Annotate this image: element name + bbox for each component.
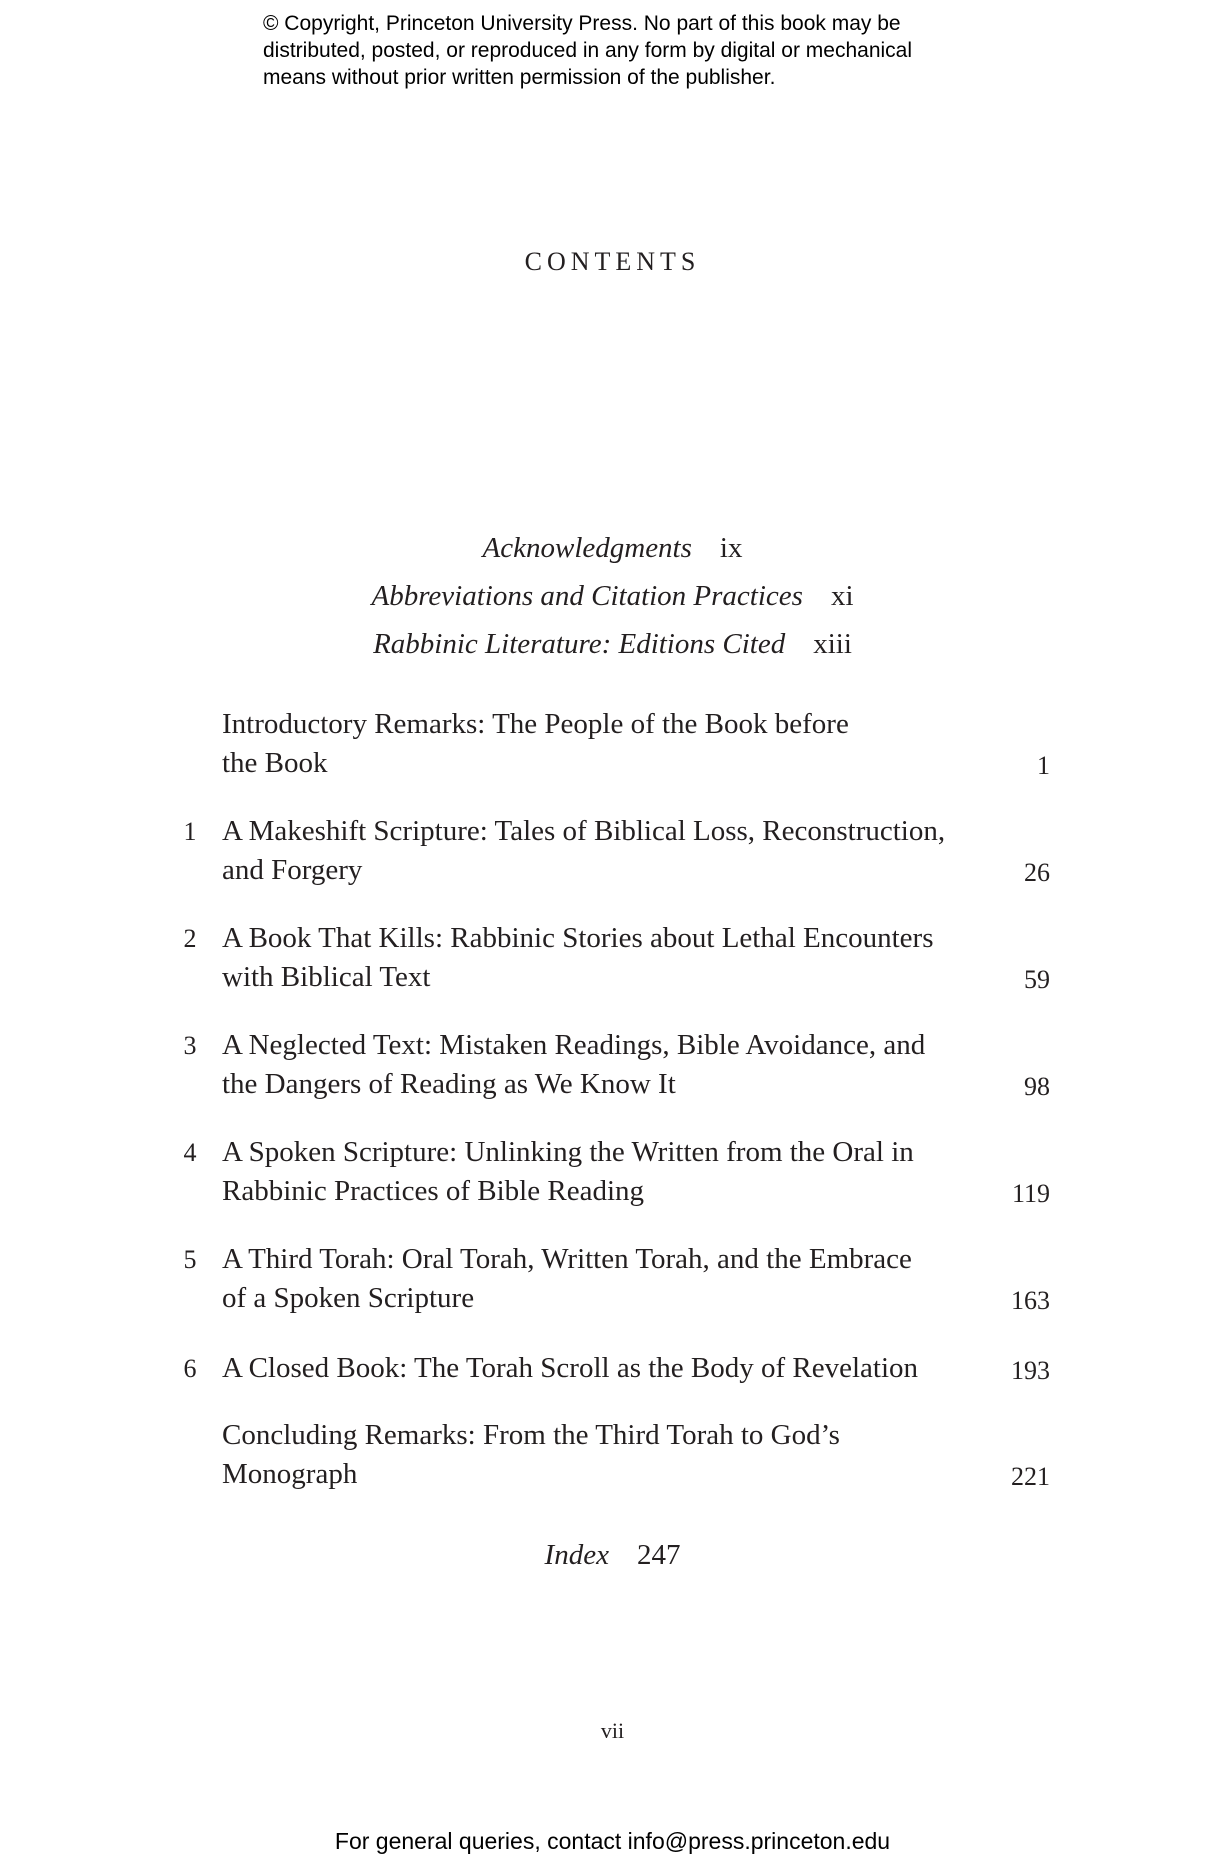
- entry-page-number: 119: [1011, 1179, 1050, 1208]
- front-matter-page: xiii: [813, 628, 852, 660]
- entry-title-line-1: Concluding Remarks: From the Third Torah to God’s: [222, 1419, 840, 1451]
- copyright-notice: [263, 10, 1023, 91]
- entry-page-number: 193: [1011, 1356, 1050, 1385]
- entry-title-line-1: A Makeshift Scripture: Tales of Biblical Loss, Reconstruction,: [222, 815, 946, 847]
- toc-entry-chapter-1: [180, 812, 1050, 892]
- front-matter-editions-cited: [0, 628, 1225, 661]
- chapter-number: 6: [183, 1354, 197, 1383]
- entry-page-number: 1: [1037, 751, 1050, 780]
- entry-page-number: 221: [1011, 1462, 1050, 1491]
- toc-entry-chapter-3: [180, 1026, 1050, 1106]
- front-matter-title: Abbreviations and Citation Practices: [371, 580, 803, 612]
- entry-page-number: 26: [1024, 858, 1050, 887]
- front-matter-page: xi: [830, 580, 854, 612]
- entry-title-line-2: Rabbinic Practices of Bible Reading: [222, 1175, 645, 1207]
- contents-heading: CONTENTS: [524, 247, 701, 276]
- chapter-number: 1: [183, 817, 197, 846]
- entry-title-line-1: Introductory Remarks: The People of the Book before: [222, 708, 849, 740]
- copyright-line: © Copyright, Princeton University Press. No part of this book may be: [263, 12, 901, 35]
- chapter-number: 4: [183, 1138, 197, 1167]
- toc-entry-concluding-remarks: [180, 1416, 1050, 1496]
- entry-title-line-1: A Spoken Scripture: Unlinking the Written from the Oral in: [222, 1136, 914, 1168]
- entry-page-number: 163: [1011, 1286, 1050, 1315]
- entry-title-line-2: and Forgery: [222, 854, 363, 886]
- page-number: vii: [600, 1718, 625, 1743]
- entry-title-line-2: the Dangers of Reading as We Know It: [222, 1068, 676, 1100]
- chapter-number: 5: [183, 1245, 197, 1274]
- copyright-line: means without prior written permission of the publisher.: [263, 66, 776, 89]
- entry-page-number: 59: [1024, 965, 1050, 994]
- back-matter-page: 247: [636, 1539, 681, 1571]
- toc-entry-introductory-remarks: [180, 705, 1050, 785]
- entry-title-line-1: A Neglected Text: Mistaken Readings, Bible Avoidance, and: [222, 1029, 926, 1061]
- footer-contact: For general queries, contact info@press.princeton.edu: [334, 1828, 891, 1854]
- entry-page-number: 98: [1024, 1072, 1050, 1101]
- entry-title-line-2: Monograph: [222, 1458, 358, 1490]
- entry-title-line-2: with Biblical Text: [222, 961, 431, 993]
- front-matter-title: Acknowledgments: [482, 532, 692, 564]
- toc-entry-chapter-4: [180, 1133, 1050, 1213]
- front-matter-acknowledgments: [0, 532, 1225, 565]
- copyright-line: distributed, posted, or reproduced in any form by digital or mechanical: [263, 39, 913, 62]
- back-matter-index: [0, 1539, 1225, 1572]
- entry-title-line-2: the Book: [222, 747, 328, 779]
- toc-entry-chapter-5: [180, 1240, 1050, 1320]
- toc-entry-chapter-6: [180, 1349, 1050, 1389]
- front-matter-page: ix: [719, 532, 743, 564]
- entry-title-line-2: of a Spoken Scripture: [222, 1282, 475, 1314]
- chapter-number: 3: [183, 1031, 197, 1060]
- entry-title-line-1: A Book That Kills: Rabbinic Stories about Lethal Encounters: [222, 922, 934, 954]
- front-matter-abbreviations: [0, 580, 1225, 613]
- back-matter-title: Index: [544, 1539, 609, 1571]
- front-matter-title: Rabbinic Literature: Editions Cited: [373, 628, 786, 660]
- entry-title-line-1: A Third Torah: Oral Torah, Written Torah, and the Embrace: [222, 1243, 912, 1275]
- entry-title-line-1: A Closed Book: The Torah Scroll as the Body of Revelation: [222, 1352, 919, 1384]
- toc-entry-chapter-2: [180, 919, 1050, 999]
- chapter-number: 2: [183, 924, 197, 953]
